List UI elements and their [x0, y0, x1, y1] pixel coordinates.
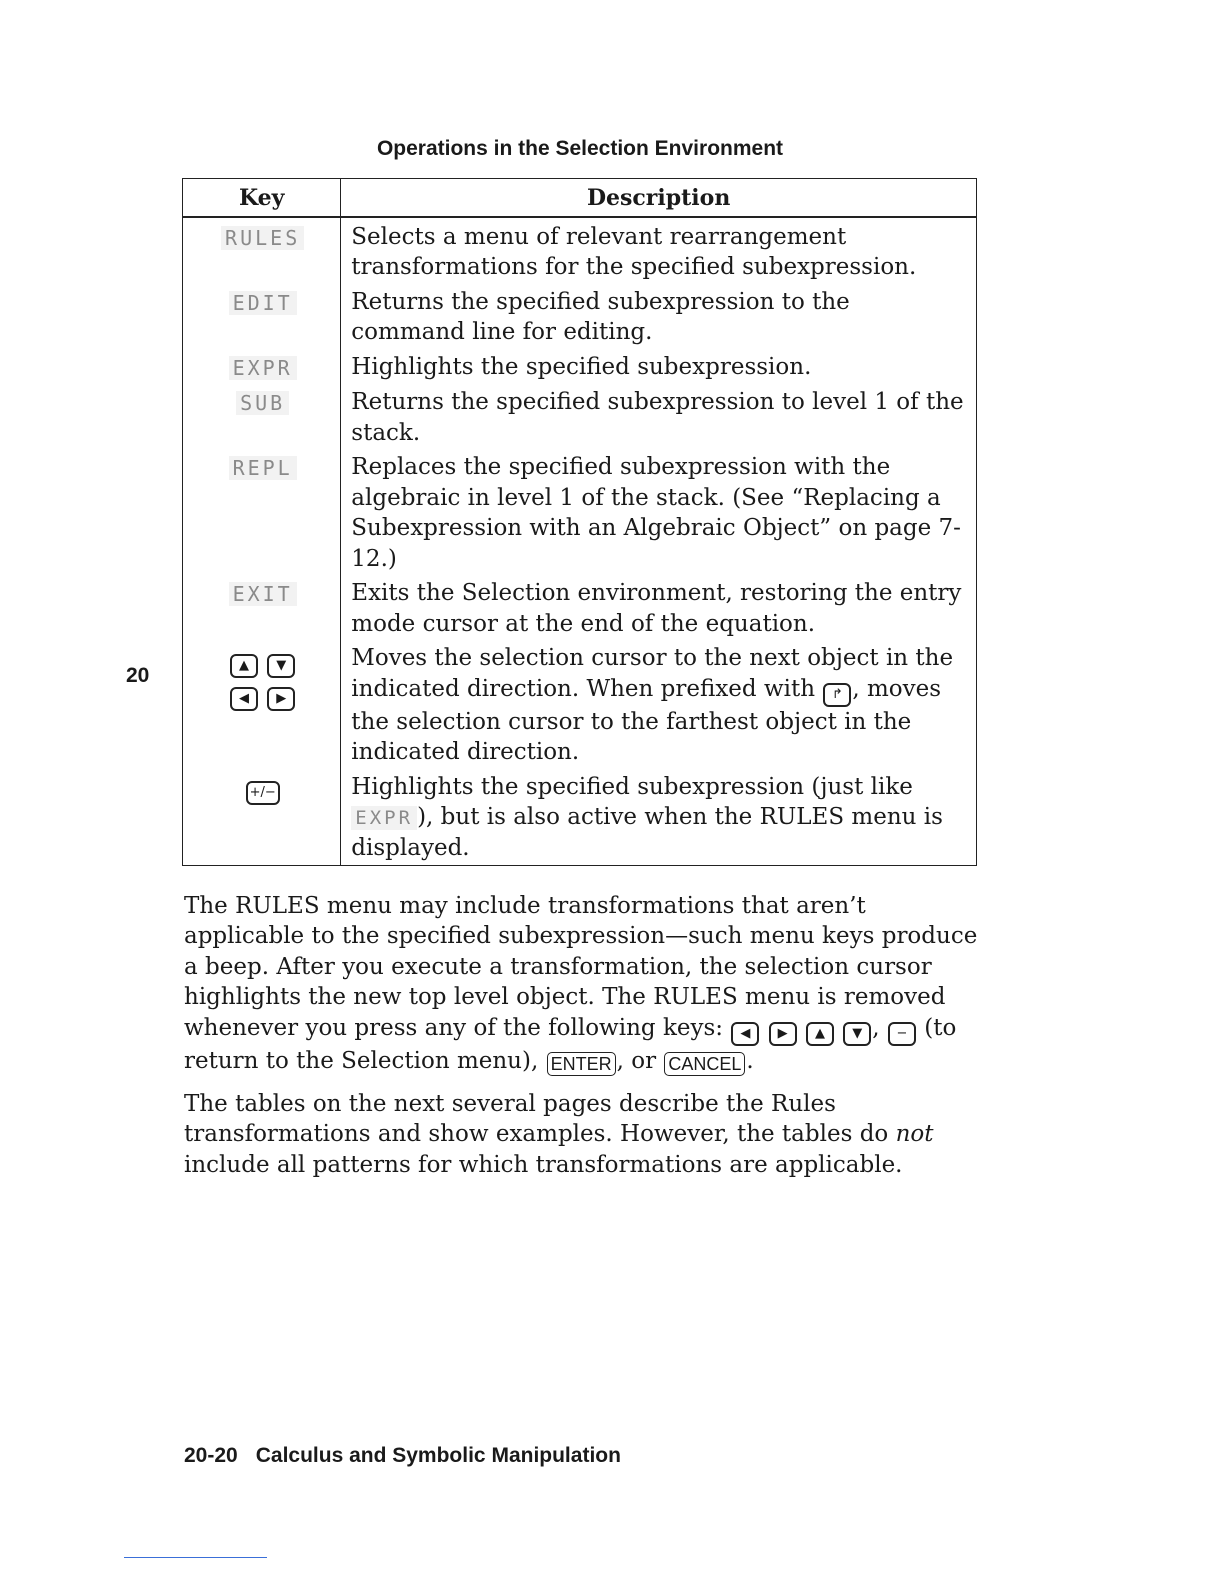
- up-arrow-key-icon: ▲: [806, 1022, 834, 1046]
- page-footer: [184, 1444, 621, 1468]
- key-column-header: Key: [183, 179, 341, 217]
- up-arrow-key-icon: ▲: [230, 654, 258, 678]
- expr-softkey: EXPR: [229, 356, 297, 380]
- table-title: Operations in the Selection Environment: [376, 137, 784, 160]
- table-row: [183, 768, 977, 866]
- edit-description: Returns the specified subexpression to the command line for editing.: [341, 283, 977, 348]
- right-arrow-key-icon: ▶: [267, 687, 295, 711]
- chapter-tab: 20: [126, 664, 150, 687]
- operations-table: [182, 178, 977, 866]
- table-header-row: [183, 179, 977, 217]
- right-shift-key-icon: ↱: [823, 683, 851, 707]
- sub-softkey: SUB: [236, 391, 289, 415]
- minus-key-icon: −: [888, 1022, 916, 1046]
- table-row: [183, 639, 977, 768]
- plusminus-description: Highlights the specified subexpression (just like EXPR ), but is also active when the RULES menu is displayed.: [341, 768, 977, 866]
- repl-description: Replaces the specified subexpression with the algebraic in level 1 of the stack. (See “Replacing a Subexpression with an Algebraic Object” on page 7-12.): [341, 448, 977, 574]
- chapter-title: Calculus and Symbolic Manipulation: [255, 1444, 621, 1467]
- rules-tables-paragraph: The tables on the next several pages describe the Rules transformations and show examples. However, the tables do not include all patterns for which transformations are applicable.: [184, 1091, 934, 1178]
- down-arrow-key-icon: ▼: [843, 1022, 871, 1046]
- down-arrow-key-icon: ▼: [267, 654, 295, 678]
- left-arrow-key-icon: ◀: [731, 1022, 759, 1046]
- cancel-key-icon: CANCEL: [664, 1052, 745, 1076]
- table-row: [183, 283, 977, 348]
- exit-softkey: EXIT: [229, 582, 297, 606]
- plus-minus-key-icon: +/−: [246, 781, 280, 805]
- expr-description: Highlights the specified subexpression.: [341, 348, 977, 384]
- table-row: [183, 348, 977, 384]
- table-row: [183, 574, 977, 639]
- bottom-rule: [124, 1557, 267, 1558]
- arrow-keys: [229, 645, 296, 711]
- edit-softkey: EDIT: [229, 291, 297, 315]
- left-arrow-key-icon: ◀: [230, 687, 258, 711]
- rules-menu-paragraph: The RULES menu may include transformations that aren’t applicable to the specified subexpression—such menu keys produce a beep. After you execute a transformation, the selection cursor highlights the new top level object. The RULES menu is removed whenever you press any of the following keys: ◀ ▶ ▲ ▼ , − (to return to the Selection menu), ENTER , or CANCEL .: [184, 893, 978, 1074]
- right-arrow-key-icon: ▶: [769, 1022, 797, 1046]
- expr-softkey-inline: EXPR: [351, 806, 417, 830]
- sub-description: Returns the specified subexpression to level 1 of the stack.: [341, 383, 977, 448]
- rules-description: Selects a menu of relevant rearrangement transformations for the specified subexpression.: [341, 217, 977, 283]
- page-number: 20-20: [184, 1444, 238, 1467]
- description-column-header: Description: [341, 179, 977, 217]
- enter-key-icon: ENTER: [547, 1052, 616, 1076]
- repl-softkey: REPL: [229, 456, 297, 480]
- table-row: [183, 217, 977, 283]
- table-row: [183, 448, 977, 574]
- table-row: [183, 383, 977, 448]
- rules-softkey: RULES: [221, 226, 304, 250]
- arrows-description: Moves the selection cursor to the next object in the indicated direction. When prefixed with ↱ , moves the selection cursor to the farthest object in the indicated direction.: [341, 639, 977, 768]
- emphasis-not: not: [895, 1121, 934, 1148]
- exit-description: Exits the Selection environment, restoring the entry mode cursor at the end of the equation.: [341, 574, 977, 639]
